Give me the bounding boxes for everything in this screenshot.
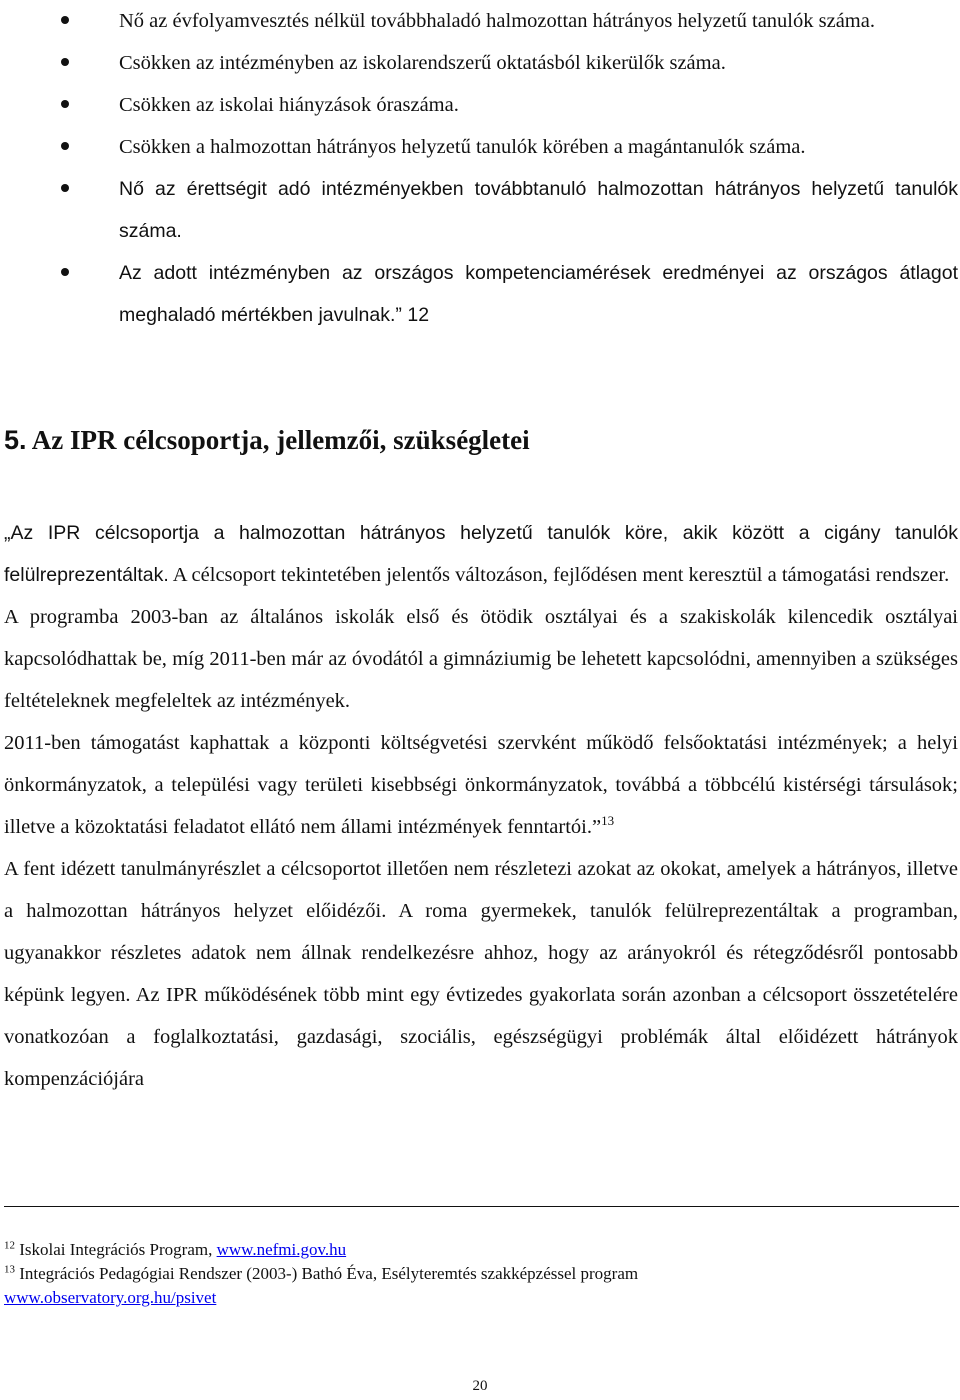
bullet-dot-icon — [61, 100, 69, 108]
footnote-link[interactable]: www.observatory.org.hu/psivet — [4, 1288, 217, 1307]
bullet-item: Csökken az iskolai hiányzások óraszáma. — [0, 84, 960, 126]
bullet-dot-icon — [61, 184, 69, 192]
paragraph-4: A fent idézett tanulmányrészlet a célcsoportot illetően nem részletezi azokat az okokat, amelyek a hátrányos, illetve a halmozottan hátrányos helyzet előidézői. A roma gyermekek, tanulók felülreprezentáltak a programban, ugyanakkor részletes adatok nem állnak rendelkezésre ahhoz, hogy az arányokról és rétegződésről pontosabb képünk legyen. Az IPR működésének több mint egy évtizedes gyakorlata során azonban a célcsoport összetételére vonatkozóan a foglalkoztatási, gazdasági, szociális, egészségügyi problémák által előidézett hátrányok kompenzációjára — [4, 858, 958, 1090]
bullet-item: Nő az érettségit adó intézményekben továbbtanuló halmozottan hátrányos helyzetű tanulók száma. — [0, 168, 960, 252]
footnote-separator — [4, 1206, 959, 1207]
body-text — [4, 512, 958, 1100]
paragraph-3: 2011-ben támogatást kaphattak a központi költségvetési szervként működő felsőoktatási intézmények; a helyi önkormányzatok, a települési vagy területi kisebbségi önkormányzatok, továbbá a többcélú kistérségi társulások; illetve a közoktatási feladatot ellátó nem állami intézmények fenntartói.”$^{13}$ — [4, 732, 958, 838]
bullet-item: Csökken az intézményben az iskolarendszerű oktatásból kikerülők száma. — [0, 42, 960, 84]
bullet-item: Nő az évfolyamvesztés nélkül továbbhaladó halmozottan hátrányos helyzetű tanulók száma. — [0, 0, 960, 42]
paragraph-2: A programba 2003-ban az általános iskolák első és ötödik osztályai és a szakiskolák kilencedik osztályai kapcsolódhattak be, míg 2011-ben már az óvodától a gimnáziumig be lehetett kapcsolódni, amennyiben a szükséges feltételeknek megfeleltek az intézmények. — [4, 606, 958, 712]
section-number: 5. — [4, 425, 27, 455]
bullet-dot-icon — [61, 16, 69, 24]
bullet-item: Csökken a halmozottan hátrányos helyzetű tanulók körében a magántanulók száma. — [0, 126, 960, 168]
page-number: 20 — [472, 1378, 488, 1394]
section-heading — [4, 420, 530, 460]
paragraph-1: „Az IPR célcsoportja a halmozottan hátrányos helyzetű tanulók köre, akik között a cigány tanulók felülreprezentáltak. A célcsoport tekintetében jelentős változáson, fejlődésen ment keresztül a támogatási rendszer. — [4, 522, 958, 586]
footnote-ref: 13 — [601, 813, 615, 829]
section-title: Az IPR célcsoportja, jellemzői, szükségletei — [31, 425, 530, 455]
bullet-list — [0, 0, 960, 336]
footnote-link[interactable]: www.nefmi.gov.hu — [216, 1240, 347, 1259]
bullet-dot-icon — [61, 142, 69, 150]
footnotes — [4, 1238, 958, 1310]
bullet-dot-icon — [61, 268, 69, 276]
footnote-13: $^{13}$ Integrációs Pedagógiai Rendszer (2003-) Bathó Éva, Esélyteremtés szakképzéssel program www.observatory.org.hu/psivet — [4, 1263, 639, 1307]
bullet-dot-icon — [61, 58, 69, 66]
bullet-reference: 12 — [407, 304, 430, 326]
footnote-12: $^{12}$ Iskolai Integrációs Program, www.nefmi.gov.hu — [4, 1239, 347, 1259]
bullet-item: Az adott intézményben az országos kompetenciamérések eredményei az országos átlagot meghaladó mértékben javulnak.” 12 — [0, 252, 960, 336]
